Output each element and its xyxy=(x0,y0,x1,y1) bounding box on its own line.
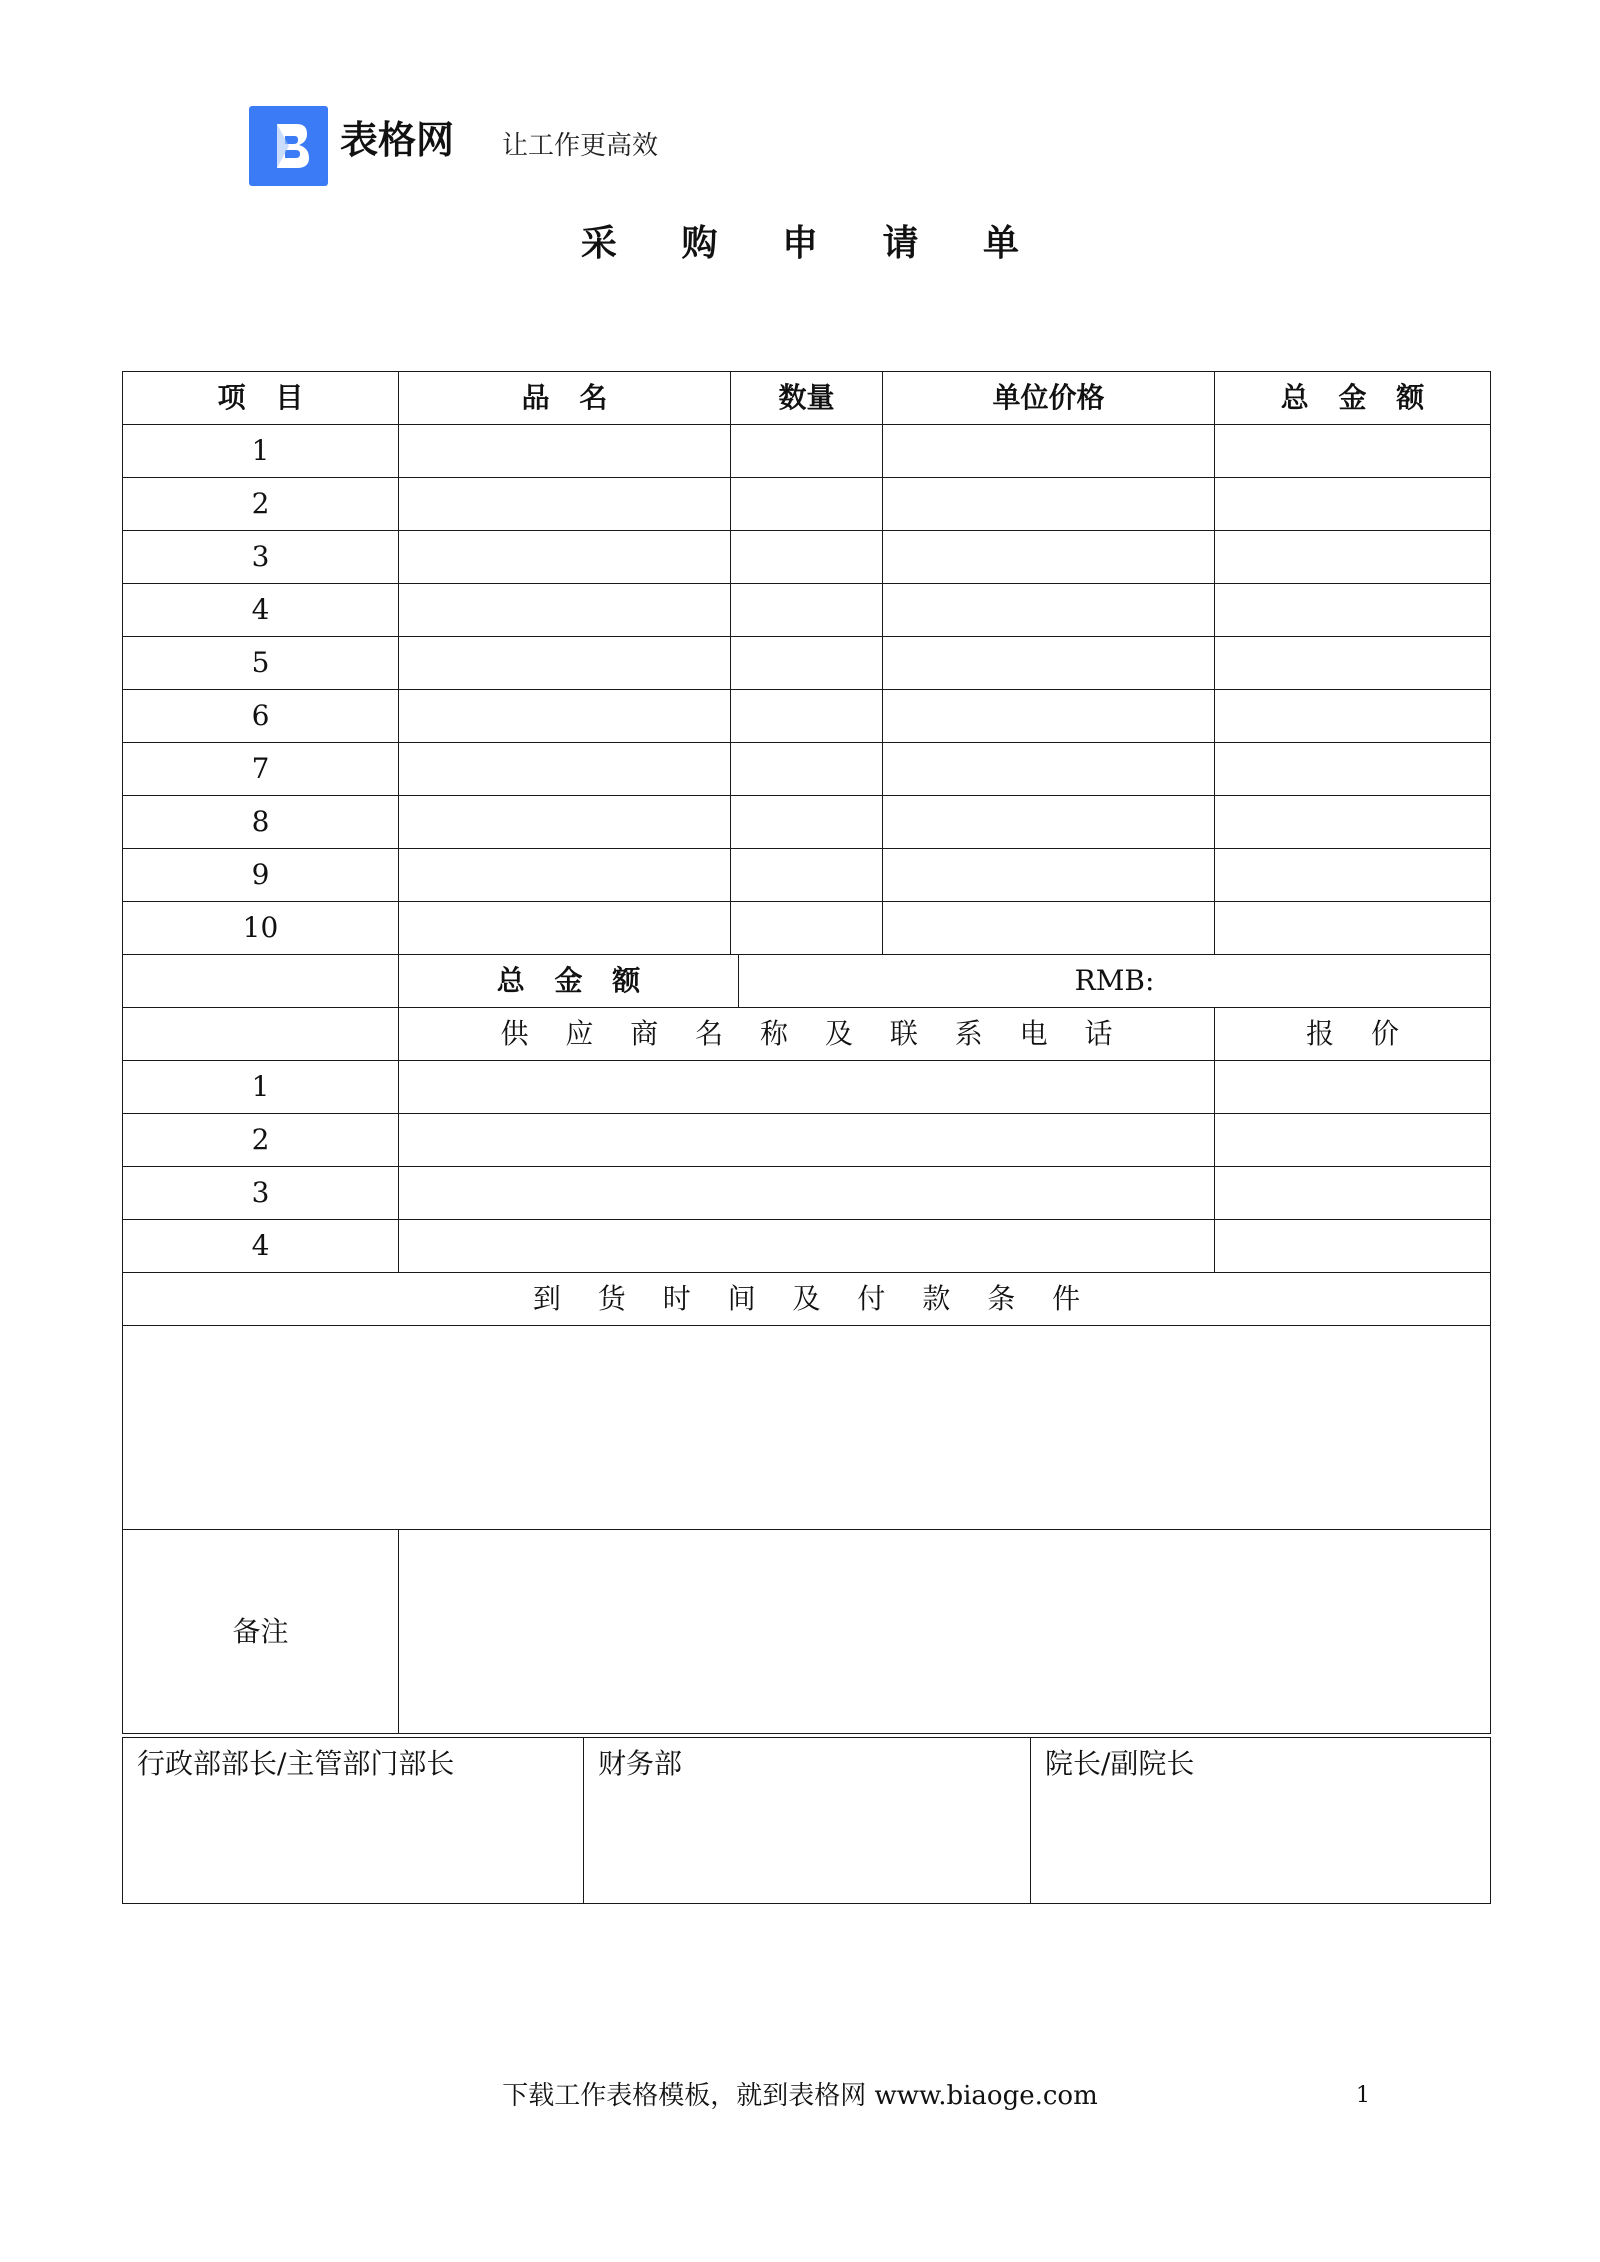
header-unit-price: 单位价格 xyxy=(883,372,1215,425)
total-amount-cell[interactable] xyxy=(1215,849,1491,902)
items-header-row xyxy=(123,372,1491,425)
grand-total-value[interactable]: RMB: xyxy=(739,955,1491,1008)
supplier-row-number: 2 xyxy=(123,1114,399,1167)
product-name-cell[interactable] xyxy=(399,849,731,902)
total-amount-cell[interactable] xyxy=(1215,637,1491,690)
unit-price-cell[interactable] xyxy=(883,425,1215,478)
unit-price-cell[interactable] xyxy=(883,849,1215,902)
unit-price-cell[interactable] xyxy=(883,531,1215,584)
supplier-quote-cell[interactable] xyxy=(1215,1114,1491,1167)
grand-total-blank xyxy=(123,955,399,1008)
supplier-header-row xyxy=(123,1008,1491,1061)
item-row xyxy=(123,637,1491,690)
quantity-cell[interactable] xyxy=(731,425,883,478)
product-name-cell[interactable] xyxy=(399,531,731,584)
header-total-amount: 总 金 额 xyxy=(1215,372,1491,425)
item-row xyxy=(123,478,1491,531)
product-name-cell[interactable] xyxy=(399,637,731,690)
product-name-cell[interactable] xyxy=(399,743,731,796)
header-quantity: 数量 xyxy=(731,372,883,425)
unit-price-cell[interactable] xyxy=(883,743,1215,796)
item-row-number: 6 xyxy=(123,690,399,743)
supplier-row xyxy=(123,1220,1491,1273)
quantity-cell[interactable] xyxy=(731,849,883,902)
brand-slogan: 让工作更高效 xyxy=(502,131,659,161)
item-row-number: 9 xyxy=(123,849,399,902)
product-name-cell[interactable] xyxy=(399,902,731,955)
product-name-cell[interactable] xyxy=(399,690,731,743)
supplier-row-number: 1 xyxy=(123,1061,399,1114)
supplier-row xyxy=(123,1061,1491,1114)
header-item: 项 目 xyxy=(123,372,399,425)
signature-admin-head[interactable]: 行政部部长/主管部门部长 xyxy=(123,1738,584,1904)
supplier-row-number: 3 xyxy=(123,1167,399,1220)
supplier-quote-cell[interactable] xyxy=(1215,1061,1491,1114)
total-amount-cell[interactable] xyxy=(1215,478,1491,531)
supplier-row xyxy=(123,1114,1491,1167)
page-number: 1 xyxy=(1356,2083,1370,2108)
signature-finance[interactable]: 财务部 xyxy=(584,1738,1031,1904)
unit-price-cell[interactable] xyxy=(883,584,1215,637)
total-amount-cell[interactable] xyxy=(1215,690,1491,743)
delivery-payment-header: 到 货 时 间 及 付 款 条 件 xyxy=(123,1273,1491,1326)
supplier-name-cell[interactable] xyxy=(399,1220,1215,1273)
supplier-name-header: 供 应 商 名 称 及 联 系 电 话 xyxy=(399,1008,1215,1061)
item-row-number: 1 xyxy=(123,425,399,478)
quantity-cell[interactable] xyxy=(731,584,883,637)
footer-text: 下载工作表格模板，就到表格网 www.biaoge.com xyxy=(502,2081,1098,2111)
delivery-content-row xyxy=(123,1326,1491,1530)
item-row xyxy=(123,690,1491,743)
item-row xyxy=(123,531,1491,584)
signature-row xyxy=(123,1738,1491,1904)
quantity-cell[interactable] xyxy=(731,743,883,796)
quantity-cell[interactable] xyxy=(731,531,883,584)
item-row xyxy=(123,425,1491,478)
total-amount-cell[interactable] xyxy=(1215,531,1491,584)
item-row-number: 2 xyxy=(123,478,399,531)
unit-price-cell[interactable] xyxy=(883,690,1215,743)
item-row-number: 5 xyxy=(123,637,399,690)
item-row-number: 8 xyxy=(123,796,399,849)
total-amount-cell[interactable] xyxy=(1215,796,1491,849)
item-row xyxy=(123,902,1491,955)
supplier-row-number: 4 xyxy=(123,1220,399,1273)
quantity-cell[interactable] xyxy=(731,478,883,531)
grand-total-label: 总 金 额 xyxy=(399,955,739,1008)
item-row xyxy=(123,796,1491,849)
signature-table xyxy=(122,1737,1491,1904)
product-name-cell[interactable] xyxy=(399,425,731,478)
product-name-cell[interactable] xyxy=(399,796,731,849)
item-row-number: 7 xyxy=(123,743,399,796)
item-row-number: 4 xyxy=(123,584,399,637)
remarks-label: 备注 xyxy=(123,1530,399,1734)
supplier-header-blank xyxy=(123,1008,399,1061)
product-name-cell[interactable] xyxy=(399,584,731,637)
page-title: 采 购 申 请 单 xyxy=(580,222,1046,264)
grand-total-row xyxy=(123,955,1491,1008)
header-product-name: 品 名 xyxy=(399,372,731,425)
biaoge-logo-icon xyxy=(263,120,315,172)
item-row xyxy=(123,743,1491,796)
item-row xyxy=(123,849,1491,902)
unit-price-cell[interactable] xyxy=(883,796,1215,849)
remarks-row xyxy=(123,1530,1491,1734)
delivery-header-row xyxy=(123,1273,1491,1326)
total-amount-cell[interactable] xyxy=(1215,584,1491,637)
supplier-quote-cell[interactable] xyxy=(1215,1167,1491,1220)
item-row xyxy=(123,584,1491,637)
unit-price-cell[interactable] xyxy=(883,902,1215,955)
quantity-cell[interactable] xyxy=(731,796,883,849)
supplier-name-cell[interactable] xyxy=(399,1061,1215,1114)
quantity-cell[interactable] xyxy=(731,690,883,743)
total-amount-cell[interactable] xyxy=(1215,425,1491,478)
delivery-payment-content[interactable] xyxy=(123,1326,1491,1530)
quantity-cell[interactable] xyxy=(731,637,883,690)
supplier-row xyxy=(123,1167,1491,1220)
product-name-cell[interactable] xyxy=(399,478,731,531)
unit-price-cell[interactable] xyxy=(883,637,1215,690)
supplier-quote-cell[interactable] xyxy=(1215,1220,1491,1273)
unit-price-cell[interactable] xyxy=(883,478,1215,531)
supplier-name-cell[interactable] xyxy=(399,1167,1215,1220)
item-row-number: 10 xyxy=(123,902,399,955)
supplier-name-cell[interactable] xyxy=(399,1114,1215,1167)
total-amount-cell[interactable] xyxy=(1215,902,1491,955)
brand-logo xyxy=(249,106,328,186)
signature-director[interactable]: 院长/副院长 xyxy=(1031,1738,1491,1904)
supplier-quote-header: 报 价 xyxy=(1215,1008,1491,1061)
total-amount-cell[interactable] xyxy=(1215,743,1491,796)
brand-name: 表格网 xyxy=(340,118,455,162)
remarks-content[interactable] xyxy=(399,1530,1491,1734)
item-row-number: 3 xyxy=(123,531,399,584)
quantity-cell[interactable] xyxy=(731,902,883,955)
purchase-form-table xyxy=(122,371,1491,1734)
